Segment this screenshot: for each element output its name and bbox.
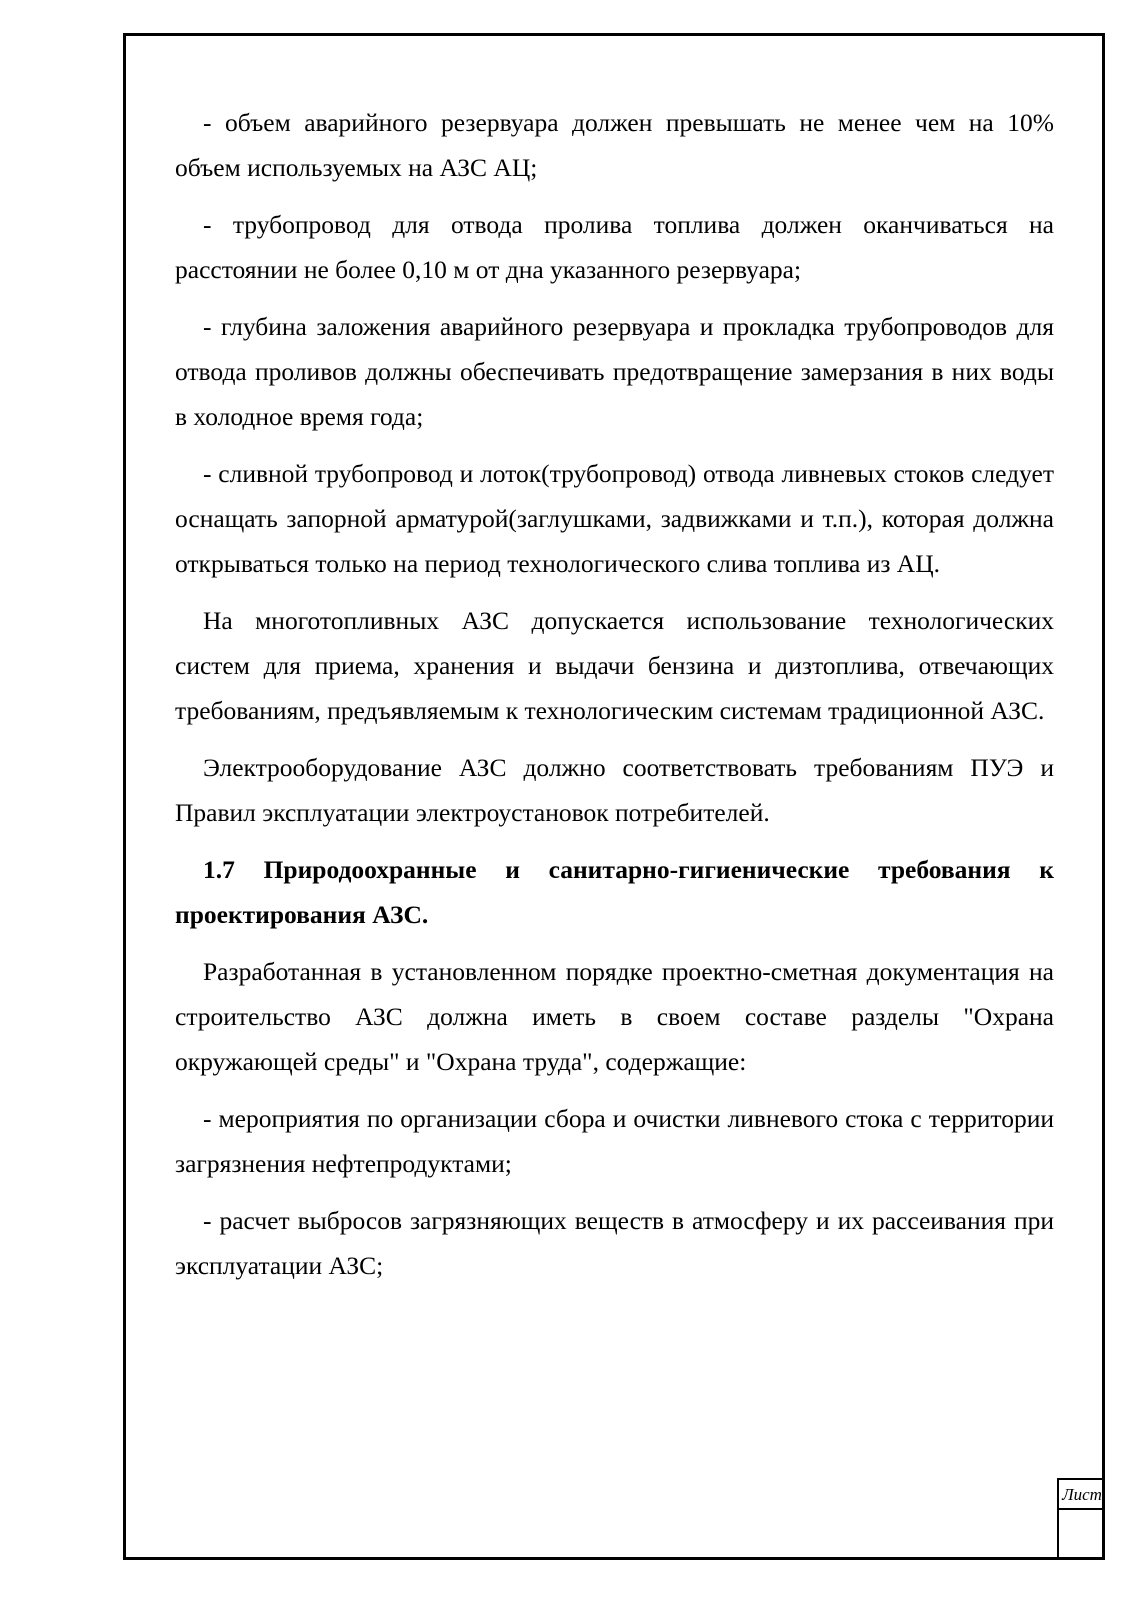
sheet-label: Лист	[1059, 1480, 1105, 1510]
sheet-number-box	[1057, 1478, 1105, 1560]
paragraph-tank-volume: - объем аварийного резервуара должен превышать не менее чем на 10% объем используемых на АЗС АЦ;	[175, 108, 1054, 182]
paragraph-tank-depth: - глубина заложения аварийного резервуара и прокладка трубопроводов для отвода проливов должны обеспечивать предотвращение замерзания в них воды в холодное время года;	[175, 312, 1054, 431]
paragraph-stormwater: - мероприятия по организации сбора и очистки ливневого стока с территории загрязнения нефтепродуктами;	[175, 1104, 1054, 1178]
paragraph-documentation: Разработанная в установленном порядке проектно-сметная документация на строительство АЗС должна иметь в своем составе разделы "Охрана окружающей среды" и "Охрана труда", содержащие:	[175, 957, 1054, 1076]
paragraph-multifuel: На многотопливных АЗС допускается использование технологических систем для приема, хранения и выдачи бензина и дизтоплива, отвечающих требованиям, предъявляемым к технологическим системам традиционной АЗС.	[175, 606, 1054, 725]
paragraph-electrical: Электрооборудование АЗС должно соответствовать требованиям ПУЭ и Правил эксплуатации электроустановок потребителей.	[175, 753, 1054, 827]
paragraph-drain-pipeline: - сливной трубопровод и лоток(трубопровод) отвода ливневых стоков следует оснащать запорной арматурой(заглушками, задвижками и т.п.), которая должна открываться только на период технологического слива топлива из АЦ.	[175, 459, 1054, 578]
document-body	[175, 100, 1054, 1300]
section-heading: 1.7 Природоохранные и санитарно-гигиенические требования к проектирования АЗС.	[175, 855, 1054, 929]
paragraph-emissions: - расчет выбросов загрязняющих веществ в атмосферу и их рассеивания при эксплуатации АЗС;	[175, 1206, 1054, 1280]
paragraph-pipeline-end: - трубопровод для отвода пролива топлива должен оканчиваться на расстоянии не более 0,10 м от дна указанного резервуара;	[175, 210, 1054, 284]
